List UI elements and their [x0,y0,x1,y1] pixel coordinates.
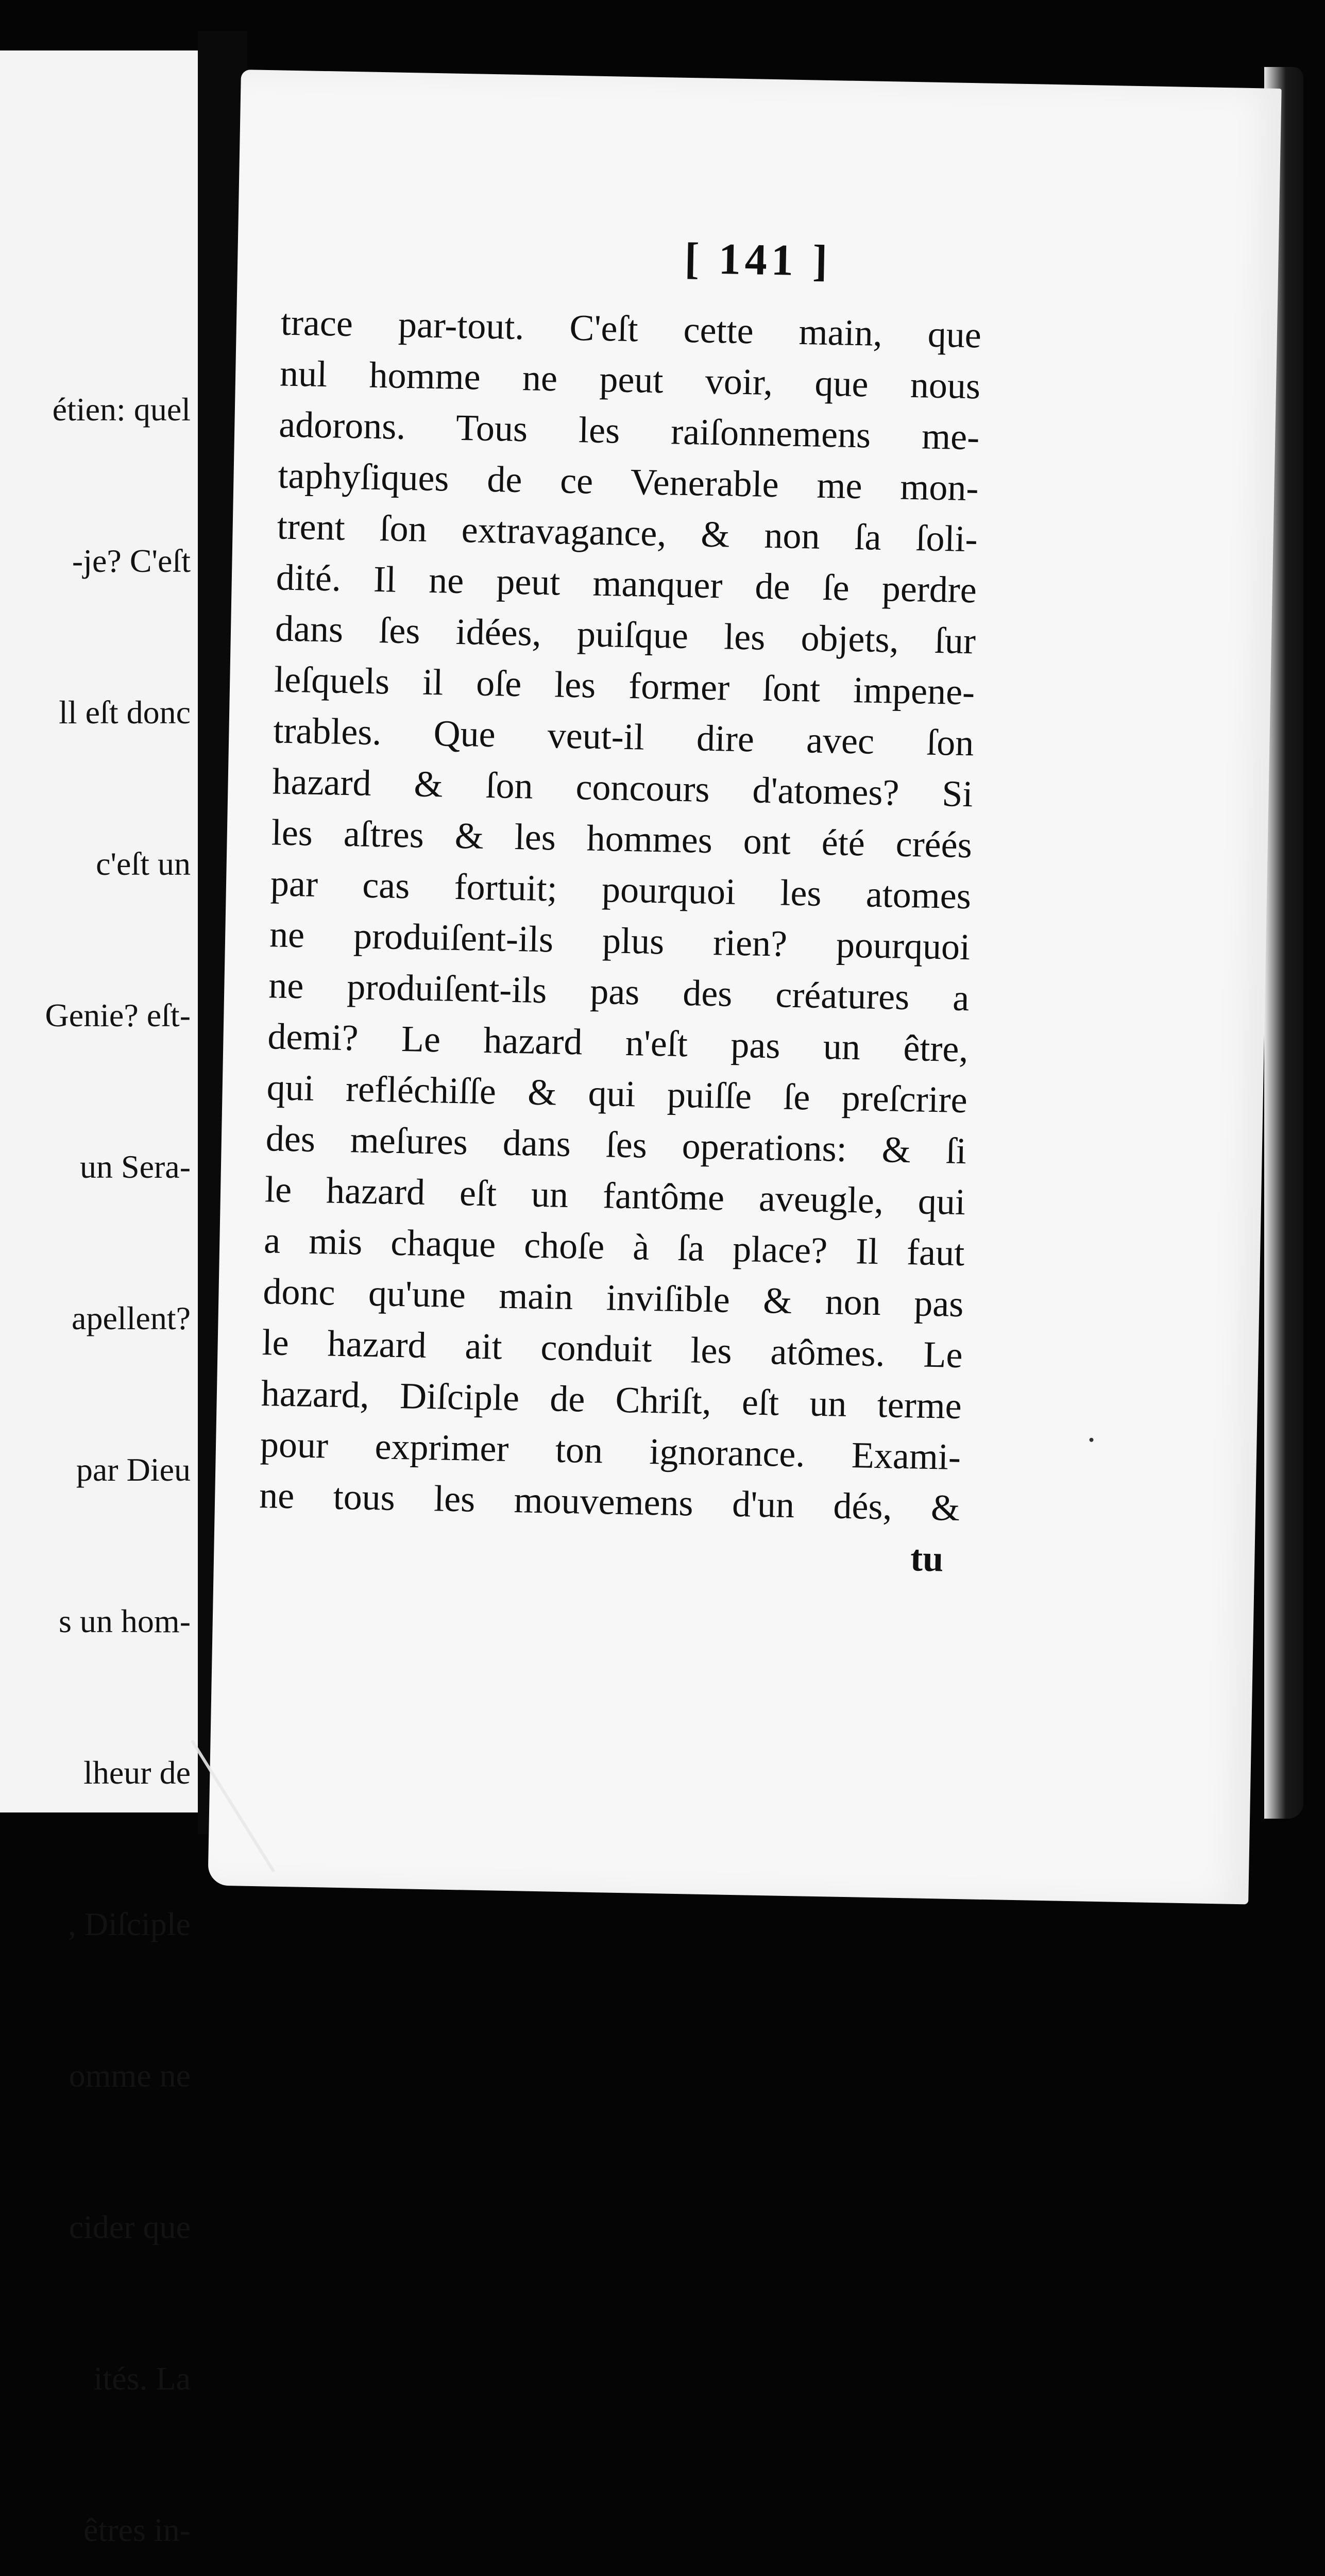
left-line: étien: quel [52,391,191,428]
text-line: par cas fortuit; pourquoi les atomes [270,862,972,917]
text-line: demi? Le hazard n'eſt pas un être, [267,1015,969,1070]
text-line: dité. Il ne peut manquer de ſe perdre [276,556,977,611]
text-line: pour exprimer ton ignorance. Exami- [260,1423,961,1478]
left-line: par Dieu [76,1451,191,1488]
text-line: le hazard ait conduit les atômes. Le [262,1321,963,1376]
left-line: Genie? eſt- [45,997,191,1033]
left-line: c'eſt un [96,845,191,882]
left-line: omme ne [69,2057,191,2094]
text-line: qui refléchiſſe & qui puiſſe ſe preſcrire [266,1066,968,1121]
catchword: tu [910,1537,944,1580]
left-line: apellent? [72,1300,191,1336]
left-line: lheur de [83,1754,191,1791]
text-line: hazard & ſon concours d'atomes? Si [271,760,974,815]
text-line: les aſtres & les hommes ont été créés [271,811,973,866]
left-page-fragment [0,50,203,2548]
left-line: un Sera- [79,1148,191,1185]
text-line: donc qu'une main inviſible & non pas [262,1270,964,1325]
text-line: leſquels il oſe les former ſont impene- [274,658,975,713]
text-line: ne tous les mouvemens d'un dés, & [259,1475,960,1529]
left-line: ités. La [93,2360,191,2397]
left-line: êtres in- [83,2512,191,2548]
left-line: cider que [69,2209,191,2245]
paper-speck [1089,1438,1093,1442]
left-line: , Diſciple [67,1906,191,1942]
text-line: ne produiſent-ils pas des créatures a [268,964,970,1019]
text-line: trace par-tout. C'eſt cette main, que [280,301,982,356]
right-page [208,70,1281,1904]
text-line: hazard, Diſciple de Chriſt, eſt un terme [261,1372,962,1427]
page-body-text [258,297,982,1585]
text-line: dans ſes idées, puiſque les objets, ſur [275,607,976,662]
text-line: a mis chaque choſe à ſa place? Il faut [263,1219,965,1274]
page-number: [ 141 ] [684,233,832,286]
text-line: taphyſiques de ce Venerable me mon- [277,454,979,509]
text-line: des meſures dans ſes operations: & ſi [265,1117,967,1172]
text-line: trables. Que veut-il dire avec ſon [273,709,975,764]
left-line: ll eſt donc [59,694,191,731]
left-line: -je? C'eſt [72,543,191,579]
left-line: s un hom- [59,1603,191,1639]
text-line: nul homme ne peut voir, que nous [279,352,981,407]
text-line: ne produiſent-ils plus rien? pourquoi [269,913,971,968]
left-page-text [0,283,191,2576]
text-line: le hazard eſt un fantôme aveugle, qui [264,1168,966,1223]
text-line: trent ſon extravagance, & non ſa ſoli- [277,505,978,560]
text-line: adorons. Tous les raiſonnemens me- [278,403,980,458]
